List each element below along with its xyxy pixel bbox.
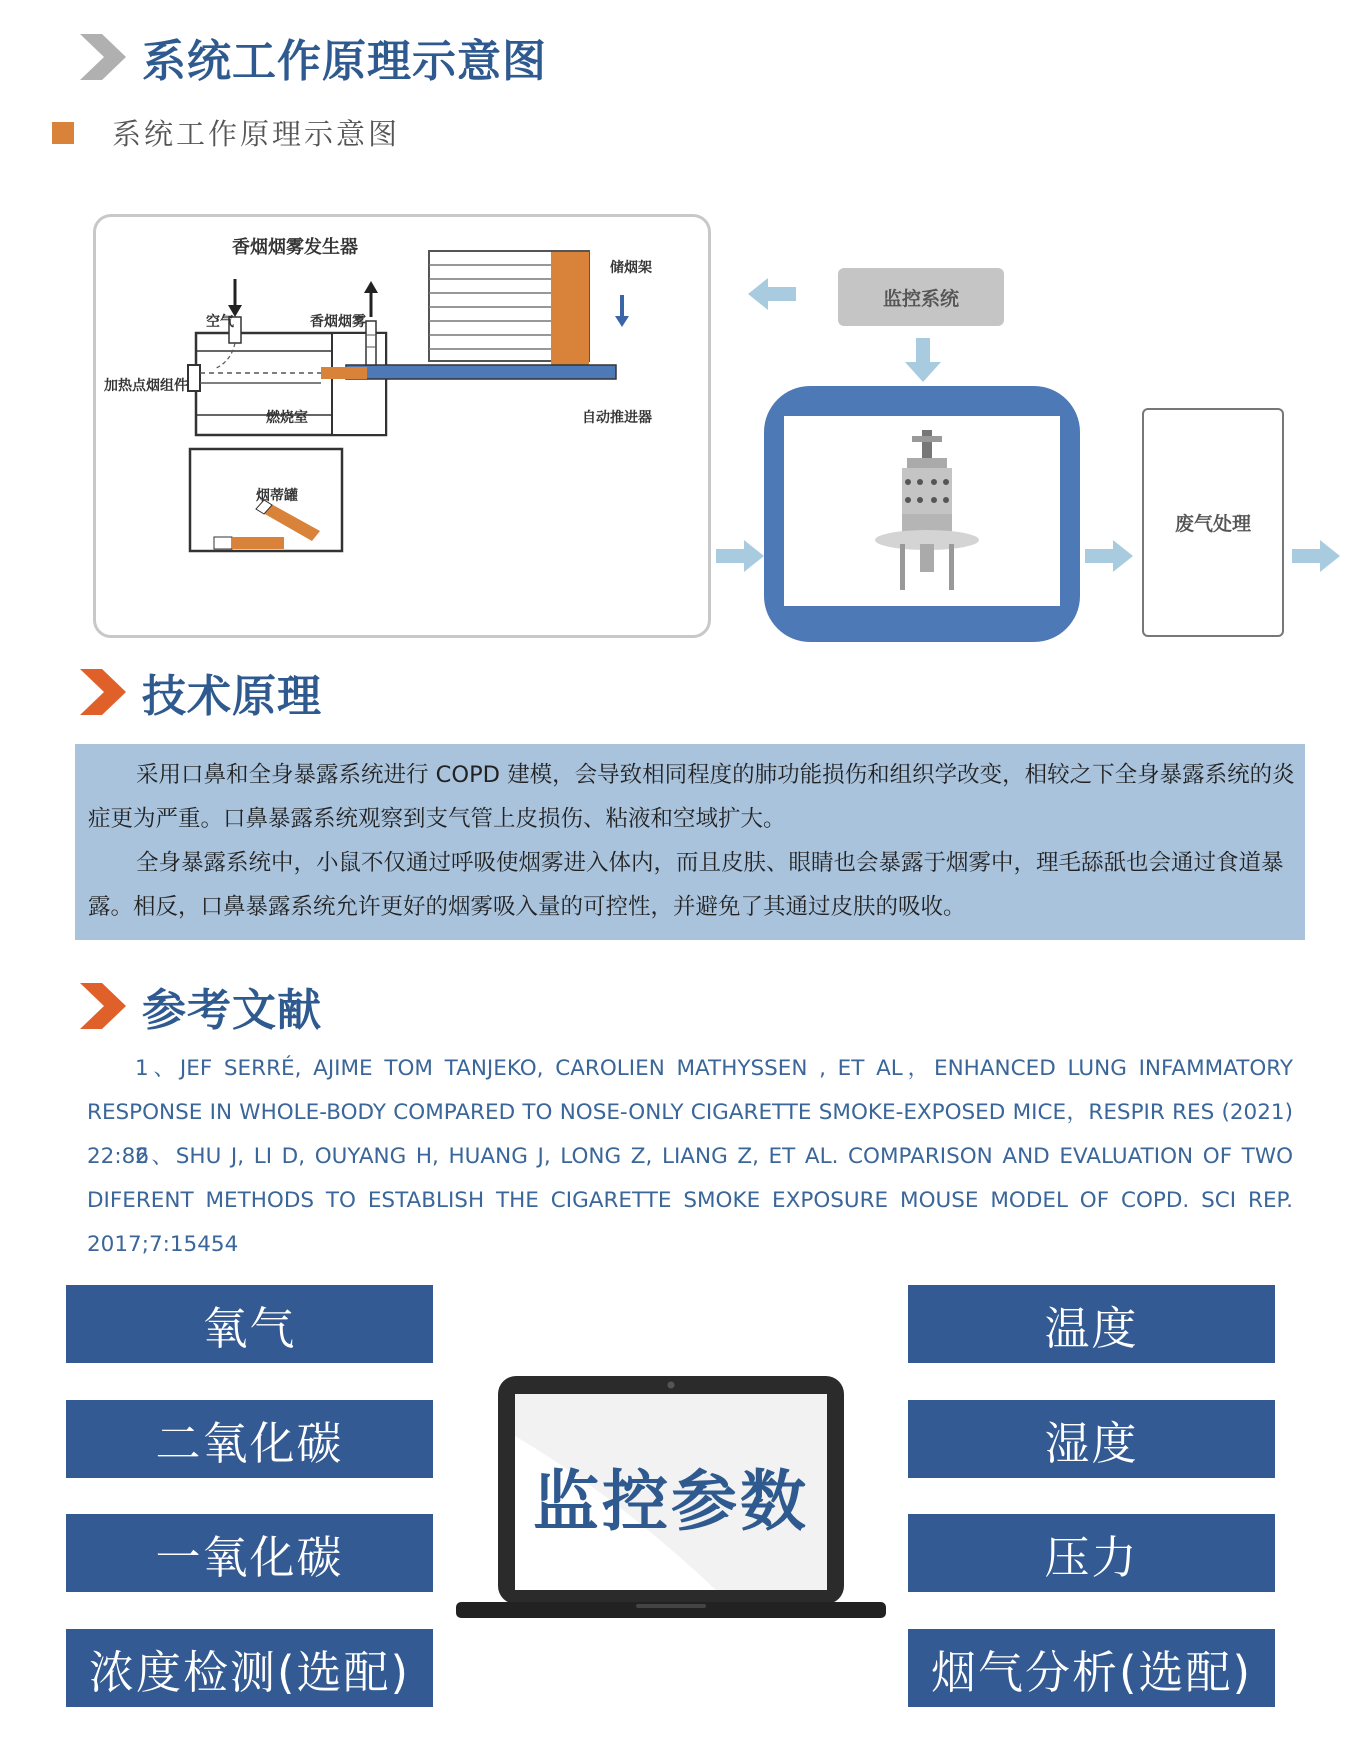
param-smoke-analysis: 烟气分析(选配) xyxy=(908,1629,1275,1707)
section-title: 参考文献 xyxy=(142,985,322,1036)
waste-gas-box: 废气处理 xyxy=(1142,408,1284,637)
air-label: 空气 xyxy=(206,314,234,330)
ash-bin-label: 烟蒂罐 xyxy=(256,488,298,504)
exposure-chamber xyxy=(764,386,1080,642)
monitor-params-label: 监控参数 xyxy=(533,1463,809,1540)
param-co2: 二氧化碳 xyxy=(66,1400,433,1478)
tech-heading xyxy=(80,662,322,722)
tech-paragraph: 全身暴露系统中，小鼠不仅通过呼吸使烟雾进入体内，而且皮肤、眼睛也会暴露于烟雾中，理毛舔舐也会通过食道暴露。相反，口鼻暴露系统允许更好的烟雾吸入量的可控性，并避免了其通过皮肤的吸收。 xyxy=(88,850,1284,920)
section-title: 技术原理 xyxy=(142,671,322,722)
arrow-icon xyxy=(1292,538,1342,574)
rack-label: 储烟架 xyxy=(610,260,652,276)
chevron-right-icon xyxy=(80,32,130,82)
arrow-icon xyxy=(1085,538,1135,574)
main-heading xyxy=(80,27,547,87)
tech-panel xyxy=(75,744,1305,940)
feeder-label: 自动推进器 xyxy=(582,410,652,426)
arrow-icon xyxy=(748,276,798,312)
arrow-icon xyxy=(716,538,766,574)
chevron-right-icon xyxy=(80,981,130,1031)
square-bullet-icon xyxy=(52,122,74,144)
generator-label: 香烟烟雾发生器 xyxy=(232,237,358,258)
param-pressure: 压力 xyxy=(908,1514,1275,1592)
param-co: 一氧化碳 xyxy=(66,1514,433,1592)
refs-heading xyxy=(80,976,322,1036)
chamber-window xyxy=(784,416,1060,606)
param-temperature: 温度 xyxy=(908,1285,1275,1363)
burn-chamber-label: 燃烧室 xyxy=(266,410,308,426)
sub-title: 系统工作原理示意图 xyxy=(112,117,401,151)
smoke-label: 香烟烟雾 xyxy=(310,314,366,330)
reference-item: 1、JEF SERRÉ, AJIME TOM TANJEKO, CAROLIEN MATHYSSEN , ET AL，ENHANCED LUNG INFAMMATORY RESPONSE IN WHOLE-BODY COMPARED TO NOSE-ONLY CIGARETTE SMOKE-EXPOSED MICE，RESPIR RES (2021) 22:86 xyxy=(87,1056,1293,1169)
monitor-system-box: 监控系统 xyxy=(838,268,1004,326)
param-concentration: 浓度检测(选配) xyxy=(66,1629,433,1707)
page-title: 系统工作原理示意图 xyxy=(142,36,547,87)
arrow-icon xyxy=(903,338,943,384)
heater-label: 加热点烟组件 xyxy=(104,378,188,394)
reference-item: 2、SHU J, LI D, OUYANG H, HUANG J, LONG Z, LIANG Z, ET AL. COMPARISON AND EVALUATION OF TWO DIFERENT METHODS TO ESTABLISH THE CIGARETTE SMOKE EXPOSURE MOUSE MODEL OF COPD. SCI REP. 2017;7:15454 xyxy=(87,1144,1293,1257)
smoke-generator-diagram xyxy=(93,214,711,638)
sub-heading xyxy=(52,112,400,153)
param-oxygen: 氧气 xyxy=(66,1285,433,1363)
tech-paragraph: 采用口鼻和全身暴露系统进行 COPD 建模，会导致相同程度的肺功能损伤和组织学改变，相较之下全身暴露系统的炎症更为严重。口鼻暴露系统观察到支气管上皮损伤、粘液和空域扩大。 xyxy=(88,762,1295,832)
param-humidity: 湿度 xyxy=(908,1400,1275,1478)
exposure-tower-icon xyxy=(872,426,982,598)
chevron-right-icon xyxy=(80,667,130,717)
